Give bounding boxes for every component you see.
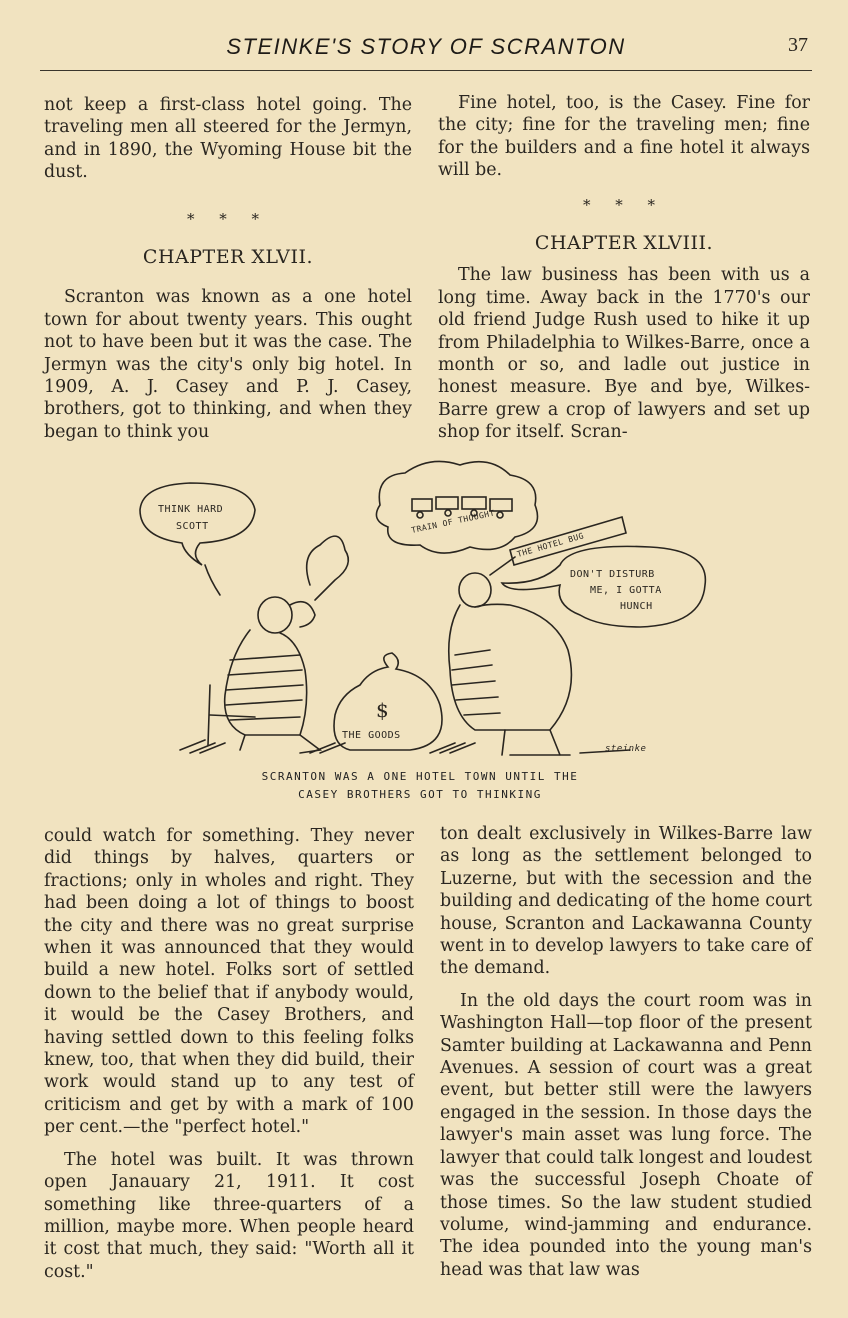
paragraph: Scranton was known as a one hotel town for about twenty years. This ought not to have been but it was the case. The Jermyn was the city's only big hotel. In 1909, A. J. Casey and P. J. Casey, brothers, got to thinking, and when they began to think you <box>44 287 412 442</box>
paragraph: The hotel was built. It was thrown open Janauary 21, 1911. It cost something like three-quarters of a million, maybe more. When people heard it cost that much, they said: "Worth all it cost." <box>44 1149 414 1282</box>
paragraph: could watch for something. They never did things by halves, quarters or fractions; only in wholes and right. They had been doing a lot of things to boost the city and there was no great surprise when it was announced that they would build a new hotel. Folks sort of settled down to the belief that if anybody would, it would be the Casey Brothers, and having settled down to this feeling folks knew, too, that when they did build, their work would stand up to any test of criticism and get by with a mark of 100 per cent.—the "perfect hotel." <box>44 826 414 1138</box>
chapter-heading-xlvii: CHAPTER XLVII. <box>142 246 314 269</box>
hotel-bug-label: THE HOTEL BUG <box>516 531 585 559</box>
smoke-puff <box>307 536 349 600</box>
running-title: STEINKE'S STORY OF SCRANTON <box>226 34 626 59</box>
dollar-sign: $ <box>376 698 390 722</box>
bubble-right-line2: ME, I GOTTA <box>590 585 662 596</box>
bubble-right-line3: HUNCH <box>620 601 653 612</box>
paragraph: In the old days the court room was in Washington Hall—top floor of the present Samter building at Lackawanna and Penn Avenues. A session of court was a great event, but better still were the lawyers engaged in the session. In those days the lawyer's main asset was lung force. The lawyer that could talk longest and loudest was the successful Joseph Choate of those times. So the law student studied volume, wind-jamming and endurance. The idea pounded into the young man's head was that law was <box>440 990 812 1280</box>
caption-line1: SCRANTON WAS A ONE HOTEL TOWN UNTIL THE <box>261 770 579 783</box>
bubble-left-line2: SCOTT <box>176 521 209 532</box>
ground-hatching <box>180 740 630 753</box>
section-break-stars: * * * <box>582 195 666 214</box>
paragraph: The law business has been with us a long time. Away back in the 1770's our old friend Judge Rush used to hike it up from Philadelphia to Wilkes-Barre, once a month or so, and ladle out justice in honest measure. Bye and bye, Wilkes-Barre grew a crop of lawyers and set up shop for itself. Scran- <box>438 265 810 443</box>
right-column-bottom <box>440 823 812 1281</box>
bag-label: THE GOODS <box>342 730 401 741</box>
section-break-stars: * * * <box>186 209 270 228</box>
paragraph: Fine hotel, too, is the Casey. Fine for the city; fine for the traveling men; fine for the builders and a fine hotel it always will be. <box>438 93 810 181</box>
bubble-left-line1: THINK HARD <box>158 504 224 515</box>
paragraph: ton dealt exclusively in Wilkes-Barre law as long as the settlement belonged to Luzerne, but with the secession and the building and dedicating of the home court house, Scranton and Lackawanna County went in to develop lawyers to take care of the demand. <box>440 824 813 979</box>
caption-line2: CASEY BROTHERS GOT TO THINKING <box>298 788 542 801</box>
cartoon-illustration <box>130 455 720 800</box>
chapter-heading-xlviii: CHAPTER XLVIII. <box>534 232 714 255</box>
thought-cloud-label: TRAIN OF THOUGHT <box>410 508 496 535</box>
artist-signature: steinke <box>605 744 647 754</box>
left-column-top <box>44 94 412 443</box>
left-column-bottom <box>44 825 414 1283</box>
page-number: 37 <box>788 34 808 56</box>
thought-cloud <box>376 461 537 553</box>
cartoon-caption <box>180 768 660 804</box>
running-header <box>40 30 812 71</box>
right-column-top <box>438 92 810 444</box>
paragraph: not keep a first-class hotel going. The traveling men all steered for the Jermyn, and in 1890, the Wyoming House bit the dust. <box>44 95 412 183</box>
bubble-right-line1: DON'T DISTURB <box>570 569 655 580</box>
